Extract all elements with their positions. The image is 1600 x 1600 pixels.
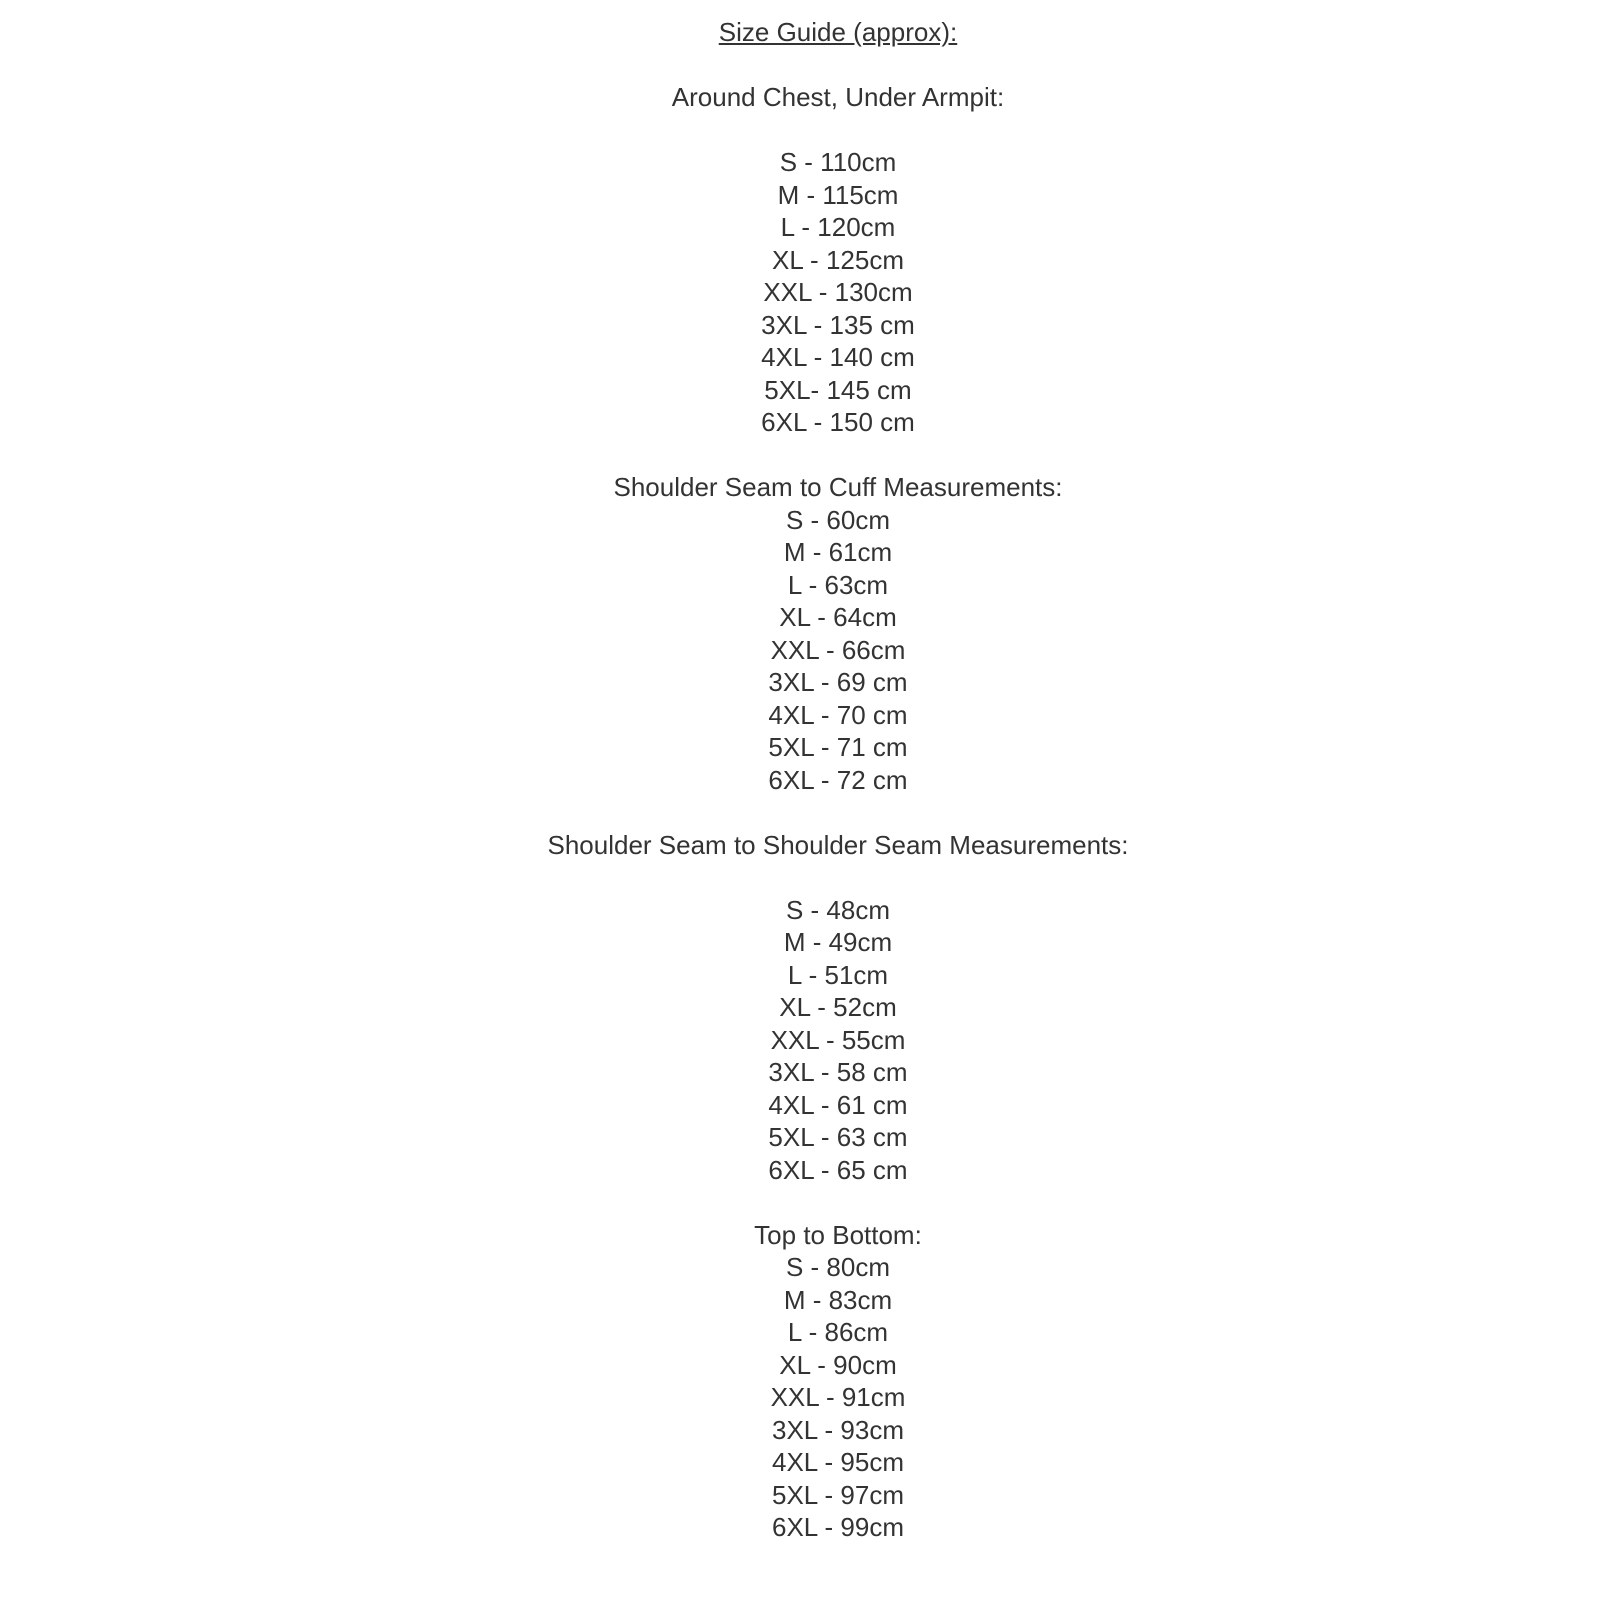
size-line: L - 120cm (780, 212, 896, 242)
size-line: XL - 64cm (779, 602, 897, 632)
section-heading: Around Chest, Under Armpit: (671, 82, 1005, 112)
size-line: 6XL - 65 cm (768, 1154, 908, 1185)
size-line: 6XL - 150 cm (761, 407, 915, 437)
size-section (76, 829, 1600, 1187)
size-section (76, 471, 1600, 796)
size-line: 4XL - 95cm (772, 1447, 904, 1477)
size-line: S - 110cm (779, 147, 897, 177)
size-line: 5XL- 145 cm (764, 374, 912, 405)
size-line: S - 48cm (785, 894, 891, 925)
size-line: L - 86cm (787, 1317, 889, 1347)
size-line: 6XL - 99cm (772, 1512, 904, 1542)
size-line: 4XL - 61 cm (768, 1089, 908, 1120)
size-line: M - 115cm (777, 179, 899, 210)
size-line: L - 51cm (787, 959, 889, 990)
size-line: 3XL - 135 cm (761, 309, 915, 340)
size-guide-title: Size Guide (approx): (718, 17, 958, 47)
size-line: XXL - 66cm (770, 634, 906, 665)
size-line: 3XL - 69 cm (768, 667, 908, 697)
size-line: 5XL - 63 cm (768, 1122, 908, 1152)
size-line: 3XL - 93cm (772, 1414, 904, 1445)
size-line: L - 63cm (787, 569, 889, 600)
size-line: 6XL - 72 cm (768, 764, 908, 795)
size-line: 5XL - 97cm (772, 1479, 904, 1510)
size-line: S - 60cm (785, 504, 891, 535)
size-line: 4XL - 140 cm (761, 342, 915, 372)
size-line: S - 80cm (785, 1252, 891, 1282)
size-line: XXL - 91cm (770, 1382, 906, 1412)
size-line: M - 49cm (783, 927, 893, 957)
size-line: 3XL - 58 cm (768, 1057, 908, 1087)
size-line: 4XL - 70 cm (768, 699, 908, 730)
size-line: M - 83cm (783, 1284, 893, 1315)
size-line: XXL - 55cm (770, 1024, 906, 1055)
section-heading: Shoulder Seam to Cuff Measurements: (613, 472, 1063, 502)
size-line: M - 61cm (783, 537, 893, 567)
size-section (76, 1219, 1600, 1544)
size-line: XL - 52cm (779, 992, 897, 1022)
size-guide-sections (76, 81, 1600, 1544)
section-heading: Shoulder Seam to Shoulder Seam Measurements: (547, 829, 1129, 860)
size-line: XXL - 130cm (763, 277, 913, 307)
size-section (76, 81, 1600, 439)
size-line: XL - 90cm (779, 1349, 897, 1380)
size-line: XL - 125cm (772, 244, 904, 275)
section-heading: Top to Bottom: (754, 1219, 922, 1250)
size-line: 5XL - 71 cm (768, 732, 908, 762)
